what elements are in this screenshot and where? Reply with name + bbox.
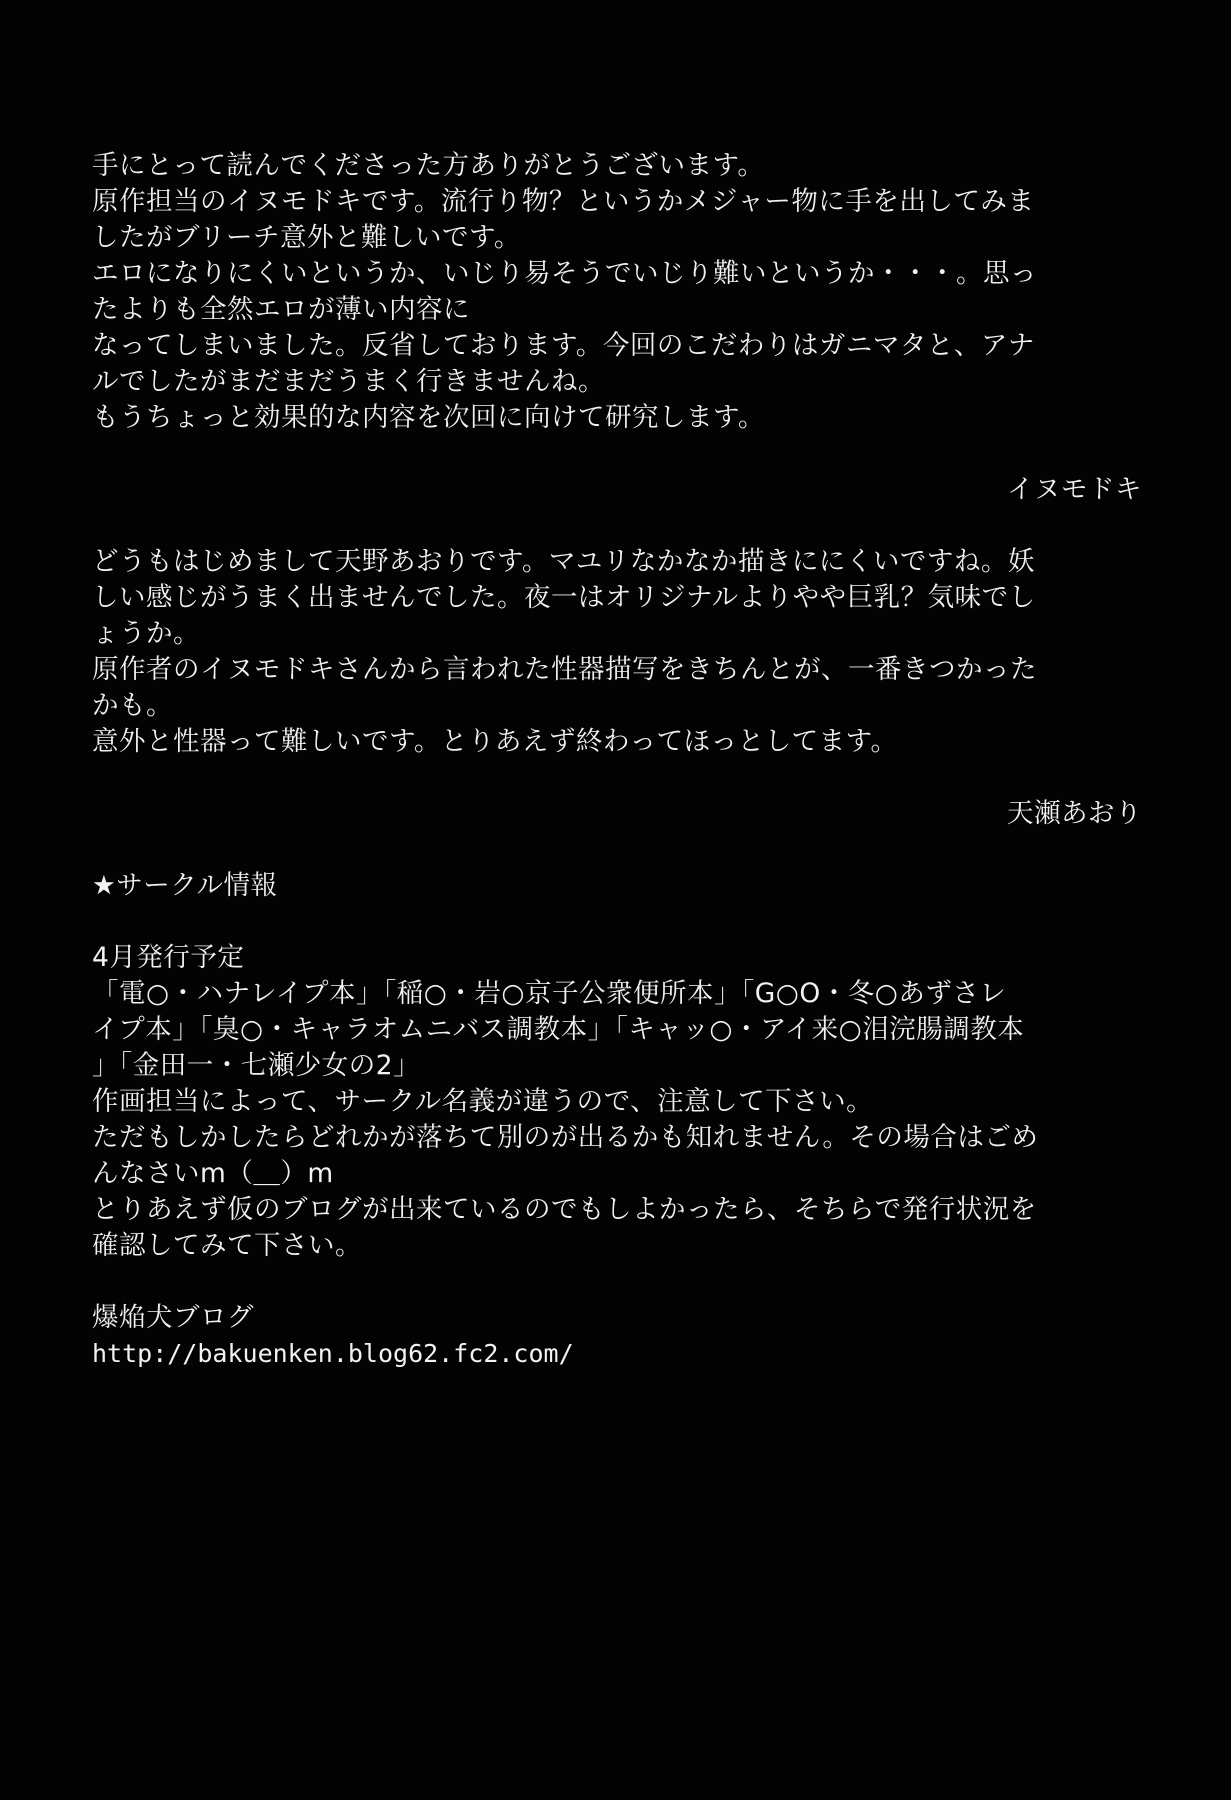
text-line: エロになりにくいというか、いじり易そうでいじり難いというか・・・。思っ [92,258,1037,289]
blog-section [92,1300,1142,1372]
text-line: 「電○・ハナレイプ本」「稲○・岩○京子公衆便所本」「G○O・冬○あずさレ [92,978,1007,1009]
afterword-amase [92,544,1142,832]
text-line: かも。 [92,690,173,721]
text-column [92,148,1142,1372]
text-line: とりあえず仮のブログが出来ているのでもしよかったら、そちらで発行状況を [92,1194,1037,1225]
blog-url: http://bakuenken.blog62.fc2.com/ [92,1339,574,1368]
signature-amase: 天瀬あおり [1007,798,1142,829]
text-line: 意外と性器って難しいです。とりあえず終わってほっとしてます。 [92,726,898,757]
signature-inumodoki: イヌモドキ [1007,474,1142,505]
text-line: しい感じがうまく出ませんでした。夜一はオリジナルよりやや巨乳？気味でし [92,582,1036,613]
text-line: イプ本」「臭○・キャラオムニバス調教本」「キャッ○・アイ来○泪浣腸調教本 [92,1014,1025,1045]
text-line: 確認してみて下さい。 [92,1230,362,1261]
text-line: ょうか。 [92,618,200,649]
text-line: 手にとって読んでくださった方ありがとうございます。 [92,150,765,181]
spacer [92,1264,1142,1300]
blog-title: 爆焔犬ブログ [92,1302,254,1333]
text-line: 原作者のイヌモドキさんから言われた性器描写をきちんとが、一番きつかった [92,654,1037,685]
text-line: したがブリーチ意外と難しいです。 [92,222,521,253]
spacer [92,508,1142,544]
text-line: 」「金田一・七瀬少女の2」 [92,1050,421,1081]
text-line: ただもしかしたらどれかが落ちて別のが出るかも知れません。その場合はごめ [92,1122,1039,1153]
text-line: どうもはじめまして天野あおりです。マユリなかなか描きににくいですね。妖 [92,546,1035,577]
circle-info-section [92,868,1142,1264]
spacer [92,904,1142,940]
text-line: 4月発行予定 [92,942,245,973]
text-line: 原作担当のイヌモドキです。流行り物？というかメジャー物に手を出してみま [92,186,1035,217]
text-line: もうちょっと効果的な内容を次回に向けて研究します。 [92,402,765,433]
text-line: 作画担当によって、サークル名義が違うので、注意して下さい。 [92,1086,874,1117]
spacer [92,760,1142,796]
spacer [92,832,1142,868]
afterword-inumodoki [92,148,1142,508]
text-line: なってしまいました。反省しております。今回のこだわりはガニマタと、アナ [92,330,1035,361]
text-line: たよりも全然エロが薄い内容に [92,294,470,325]
text-line: ルでしたがまだまだうまく行きませんね。 [92,366,605,397]
spacer [92,436,1142,472]
text-line: んなさいm（＿）m [92,1158,334,1189]
circle-info-heading: ★サークル情報 [92,870,278,901]
